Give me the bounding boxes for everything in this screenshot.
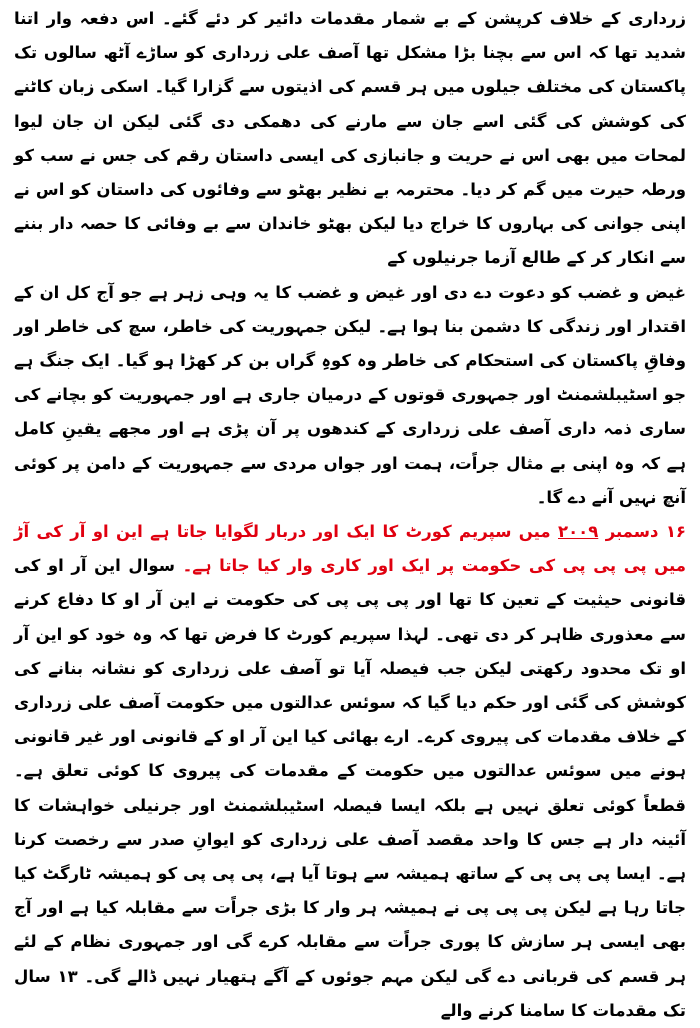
highlight-sentence: میں سپریم کورٹ کا ایک اور دربار لگوایا جاتا ہے این او آر کی آڑ میں پی پی پی کی حکومت پر ایک اور کاری وار کیا جاتا ہے۔ — [14, 522, 686, 576]
article-page — [14, 2, 686, 1028]
highlight-year: ۲۰۰۹ — [558, 522, 599, 542]
paragraph-1: زرداری کے خلاف کرپشن کے بے شمار مقدمات دائیر کر دئے گئے۔ اس دفعہ وار اتنا شدید تھا کہ اس سے بچنا بڑا مشکل تھا آصف علی زرداری کو ساڑے آٹھ سالوں تک پاکستان کی مختلف جیلوں میں ہر قسم کی اذیتوں سے گزارا گیا۔ اسکی زبان کاٹنے کی کوشش کی گئی اسے جان سے مارنے کی دھمکی دی گئی لیکن ان جان لیوا لمحات میں بھی اس نے حریت و جانبازی کی ایسی داستان رقم کی جس نے سب کو ورطہ حیرت میں گم کر دیا۔ محترمہ بے نظیر بھٹو سے وفائوں کی داستان کو اس نے اپنی جوانی کی بہاروں کا خراج دیا لیکن بھٹو خاندان سے بے وفائی کا حصہ دار بننے سے انکار کر کے طالع آزما جرنیلوں کے — [14, 9, 686, 268]
paragraph-3 — [14, 515, 686, 1028]
paragraph-2: غیض و غضب کو دعوت دے دی اور غیض و غضب کا یہ وہی زہر ہے جو آج کل ان کے اقتدار اور زندگی کا دشمن بنا ہوا ہے۔ لیکن جمہوریت کی خاطر، سچ کی خاطر اور وفاقِ پاکستان کی استحکام کی خاطر وہ کوہِ گراں بن کر کھڑا ہو گیا۔ ایک جنگ ہے جو اسٹیبلشمنٹ اور جمہوری قوتوں کے درمیان جاری ہے اور جمہوریت کو بچانے کی ساری ذمہ داری آصف علی زرداری کے کندھوں پر آن پڑی ہے اور مجھے یقینِ کامل ہے کہ وہ اپنی بے مثال جراًت، ہمت اور جواں مردی سے جمہوریت کے دامن پر کوئی آنچ نہیں آنے دے گا۔ — [14, 282, 686, 507]
paragraph-3-body: سوال این آر او کی قانونی حیثیت کے تعین کا تھا اور پی پی پی کی حکومت نے این آر او کا دفاع کرنے سے معذوری ظاہر کر دی تھی۔ لہذا سپریم کورٹ کا فرض تھا کہ وہ خود کو این آر او تک محدود رکھتی لیکن جب فیصلہ آیا تو آصف علی زرداری کو نشانہ بنانے کی کوشش کی گئی اور حکم دیا گیا کہ سوئس عدالتوں میں حکومت آصف علی زرداری کے خلاف مقدمات کی پیروی کرے۔ ارے بھائی کیا این آر او کے قانونی اور غیر قانونی ہونے میں سوئس عدالتوں میں حکومت کے مقدمات کی پیروی کا کوئی تعلق ہے۔ قطعاً کوئی تعلق نہیں ہے بلکہ ایسا فیصلہ اسٹیبلشمنٹ اور جرنیلی خواہشات کا آئینہ دار ہے جس کا واحد مقصد آصف علی زرداری کو ایوانِ صدر سے رخصت کرنا ہے۔ ایسا پی پی پی کے ساتھ ہمیشہ سے ہوتا آیا ہے، پی پی پی کو ہمیشہ ٹارگٹ کیا جاتا رہا ہے لیکن پی پی پی نے ہمیشہ ہر وار کا بڑی جراًت سے مقابلہ کیا ہے اور آج بھی ایسی ہر سازش کا پوری جراًت سے مقابلہ کرے گی اور جمہوری نظام کے لئے ہر قسم کی قربانی دے گی لیکن مہم جوئوں کے آگے ہتھیار نہیں ڈالے گی۔ ۱۳ سال تک مقدمات کا سامنا کرنے والے — [14, 556, 686, 1020]
highlight-date: ۱۶ دسمبر — [605, 522, 686, 542]
